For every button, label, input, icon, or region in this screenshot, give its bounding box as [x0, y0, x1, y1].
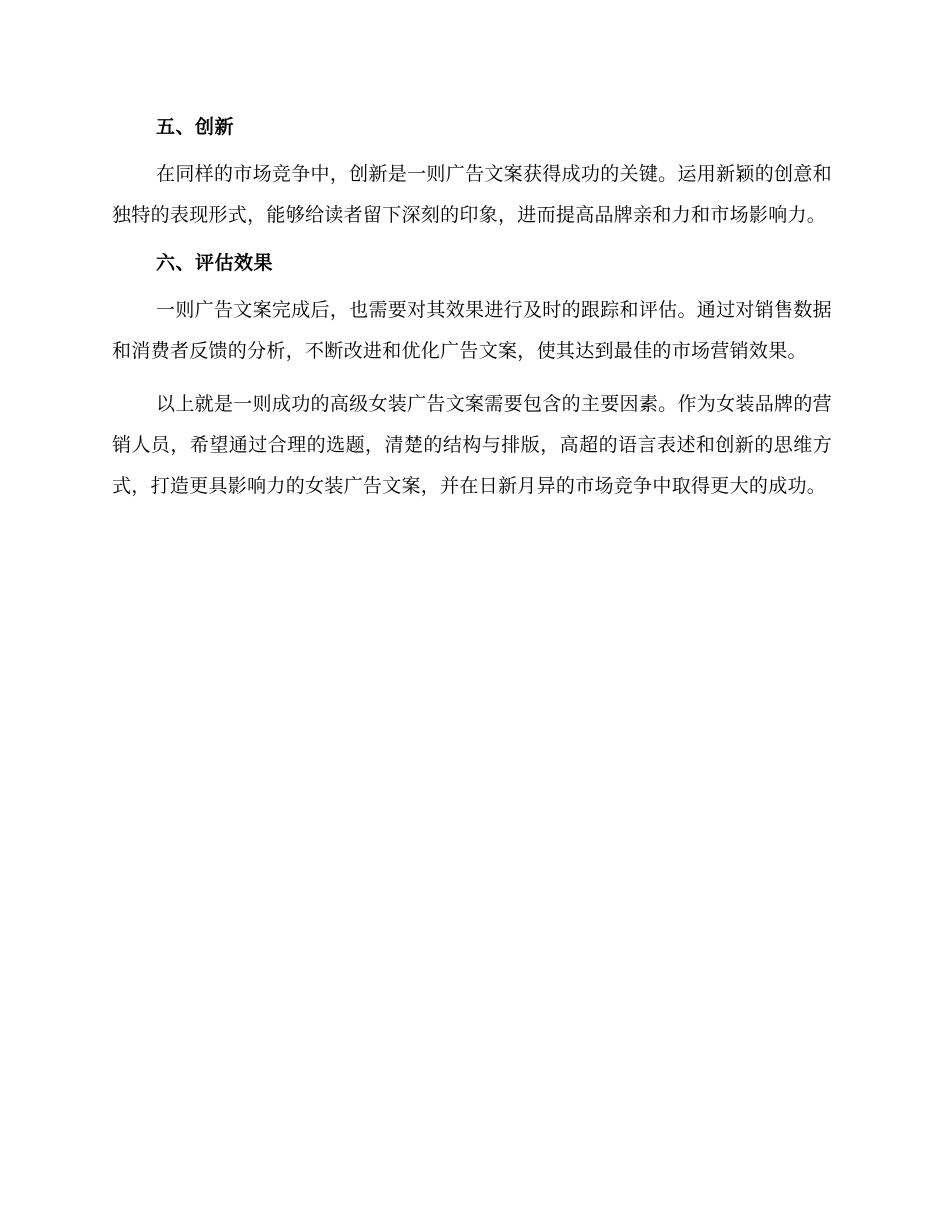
section-heading-innovation: 五、创新: [156, 116, 235, 138]
paragraph-innovation: 在同样的市场竞争中，创新是一则广告文案获得成功的关键。运用新颖的创意和独特的表现形式，能够给读者留下深刻的印象，进而提高品牌亲和力和市场影响力。: [112, 163, 832, 226]
section-heading-evaluation: 六、评估效果: [156, 252, 274, 274]
paragraph-evaluation: 一则广告文案完成后，也需要对其效果进行及时的跟踪和评估。通过对销售数据和消费者反馈的分析，不断改进和优化广告文案，使其达到最佳的市场营销效果。: [112, 299, 832, 362]
paragraph-conclusion: 以上就是一则成功的高级女装广告文案需要包含的主要因素。作为女装品牌的营销人员，希望通过合理的选题，清楚的结构与排版，高超的语言表述和创新的思维方式，打造更具影响力的女装广告文案，并在日新月异的市场竞争中取得更大的成功。: [112, 393, 832, 497]
document-body: [112, 112, 832, 519]
